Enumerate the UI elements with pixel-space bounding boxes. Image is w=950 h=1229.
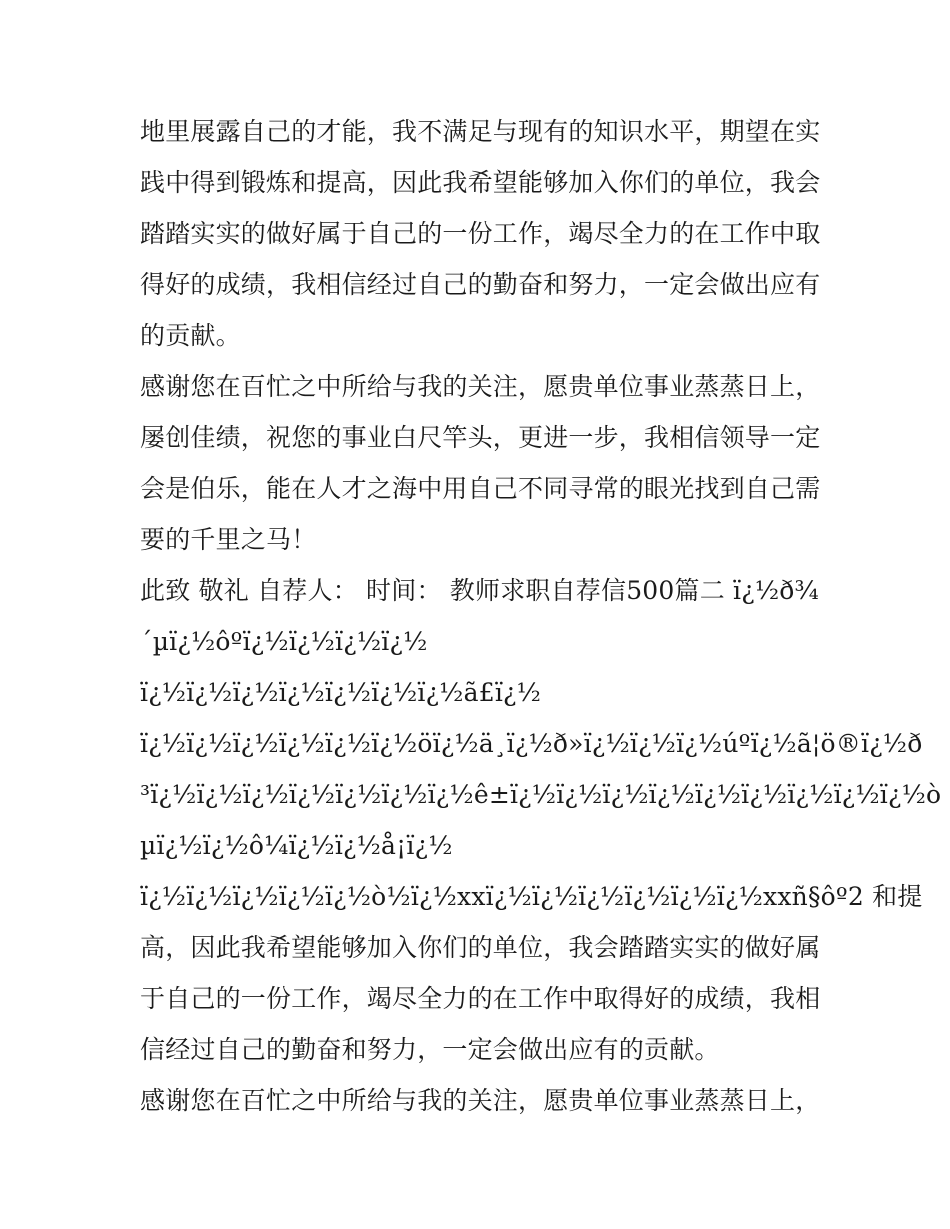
text-line: 此致 敬礼 自荐人： 时间： 教师求职自荐信500篇二 ï¿½ð¾	[140, 576, 819, 605]
text-line: 信经过自己的勤奋和努力，一定会做出应有的贡献。	[140, 1035, 720, 1064]
text-line: 的贡献。	[140, 321, 241, 350]
text-line: ³ï¿½ï¿½ï¿½ï¿½ï¿½ï¿½ï¿½ê±ï¿½ï¿½ï¿½ï¿½ï¿½ï¿½ï¿½ï¿½ï¿½ò	[140, 780, 942, 809]
text-line: 要的千里之马！	[140, 525, 317, 554]
text-line: 感谢您在百忙之中所给与我的关注，愿贵单位事业蒸蒸日上，	[140, 1086, 821, 1115]
text-line: 屡创佳绩，祝您的事业白尺竿头，更进一步，我相信领导一定	[140, 423, 821, 452]
text-line: 得好的成绩，我相信经过自己的勤奋和努力，一定会做出应有	[140, 270, 821, 299]
text-line: µï¿½ï¿½ô¼ï¿½ï¿½å¡ï¿½	[140, 831, 453, 860]
text-line: 践中得到锻炼和提高，因此我希望能够加入你们的单位，我会	[140, 168, 821, 197]
text-line: 踏踏实实的做好属于自己的一份工作，竭尽全力的在工作中取	[140, 219, 821, 248]
text-line: ï¿½ï¿½ï¿½ï¿½ï¿½ò½ï¿½xxï¿½ï¿½ï¿½ï¿½ï¿½ï¿½xxñ§ôº2 和提	[140, 882, 923, 911]
text-line: 于自己的一份工作，竭尽全力的在工作中取得好的成绩，我相	[140, 984, 821, 1013]
text-line: 感谢您在百忙之中所给与我的关注，愿贵单位事业蒸蒸日上，	[140, 372, 821, 401]
text-line: 会是伯乐，能在人才之海中用自己不同寻常的眼光找到自己需	[140, 474, 821, 503]
text-line: 地里展露自己的才能，我不满足与现有的知识水平，期望在实	[140, 117, 821, 146]
text-line: ï¿½ï¿½ï¿½ï¿½ï¿½ï¿½öï¿½ä¸ï¿½ð»ï¿½ï¿½ï¿½úºï¿½ã¦ö®ï¿½ð	[140, 729, 923, 758]
text-line: 高，因此我希望能够加入你们的单位，我会踏踏实实的做好属	[140, 933, 821, 962]
text-line: ´µï¿½ôºï¿½ï¿½ï¿½ï¿½	[140, 627, 428, 656]
text-line: ï¿½ï¿½ï¿½ï¿½ï¿½ï¿½ï¿½ã£ï¿½	[140, 678, 542, 707]
document-body	[140, 106, 942, 1126]
